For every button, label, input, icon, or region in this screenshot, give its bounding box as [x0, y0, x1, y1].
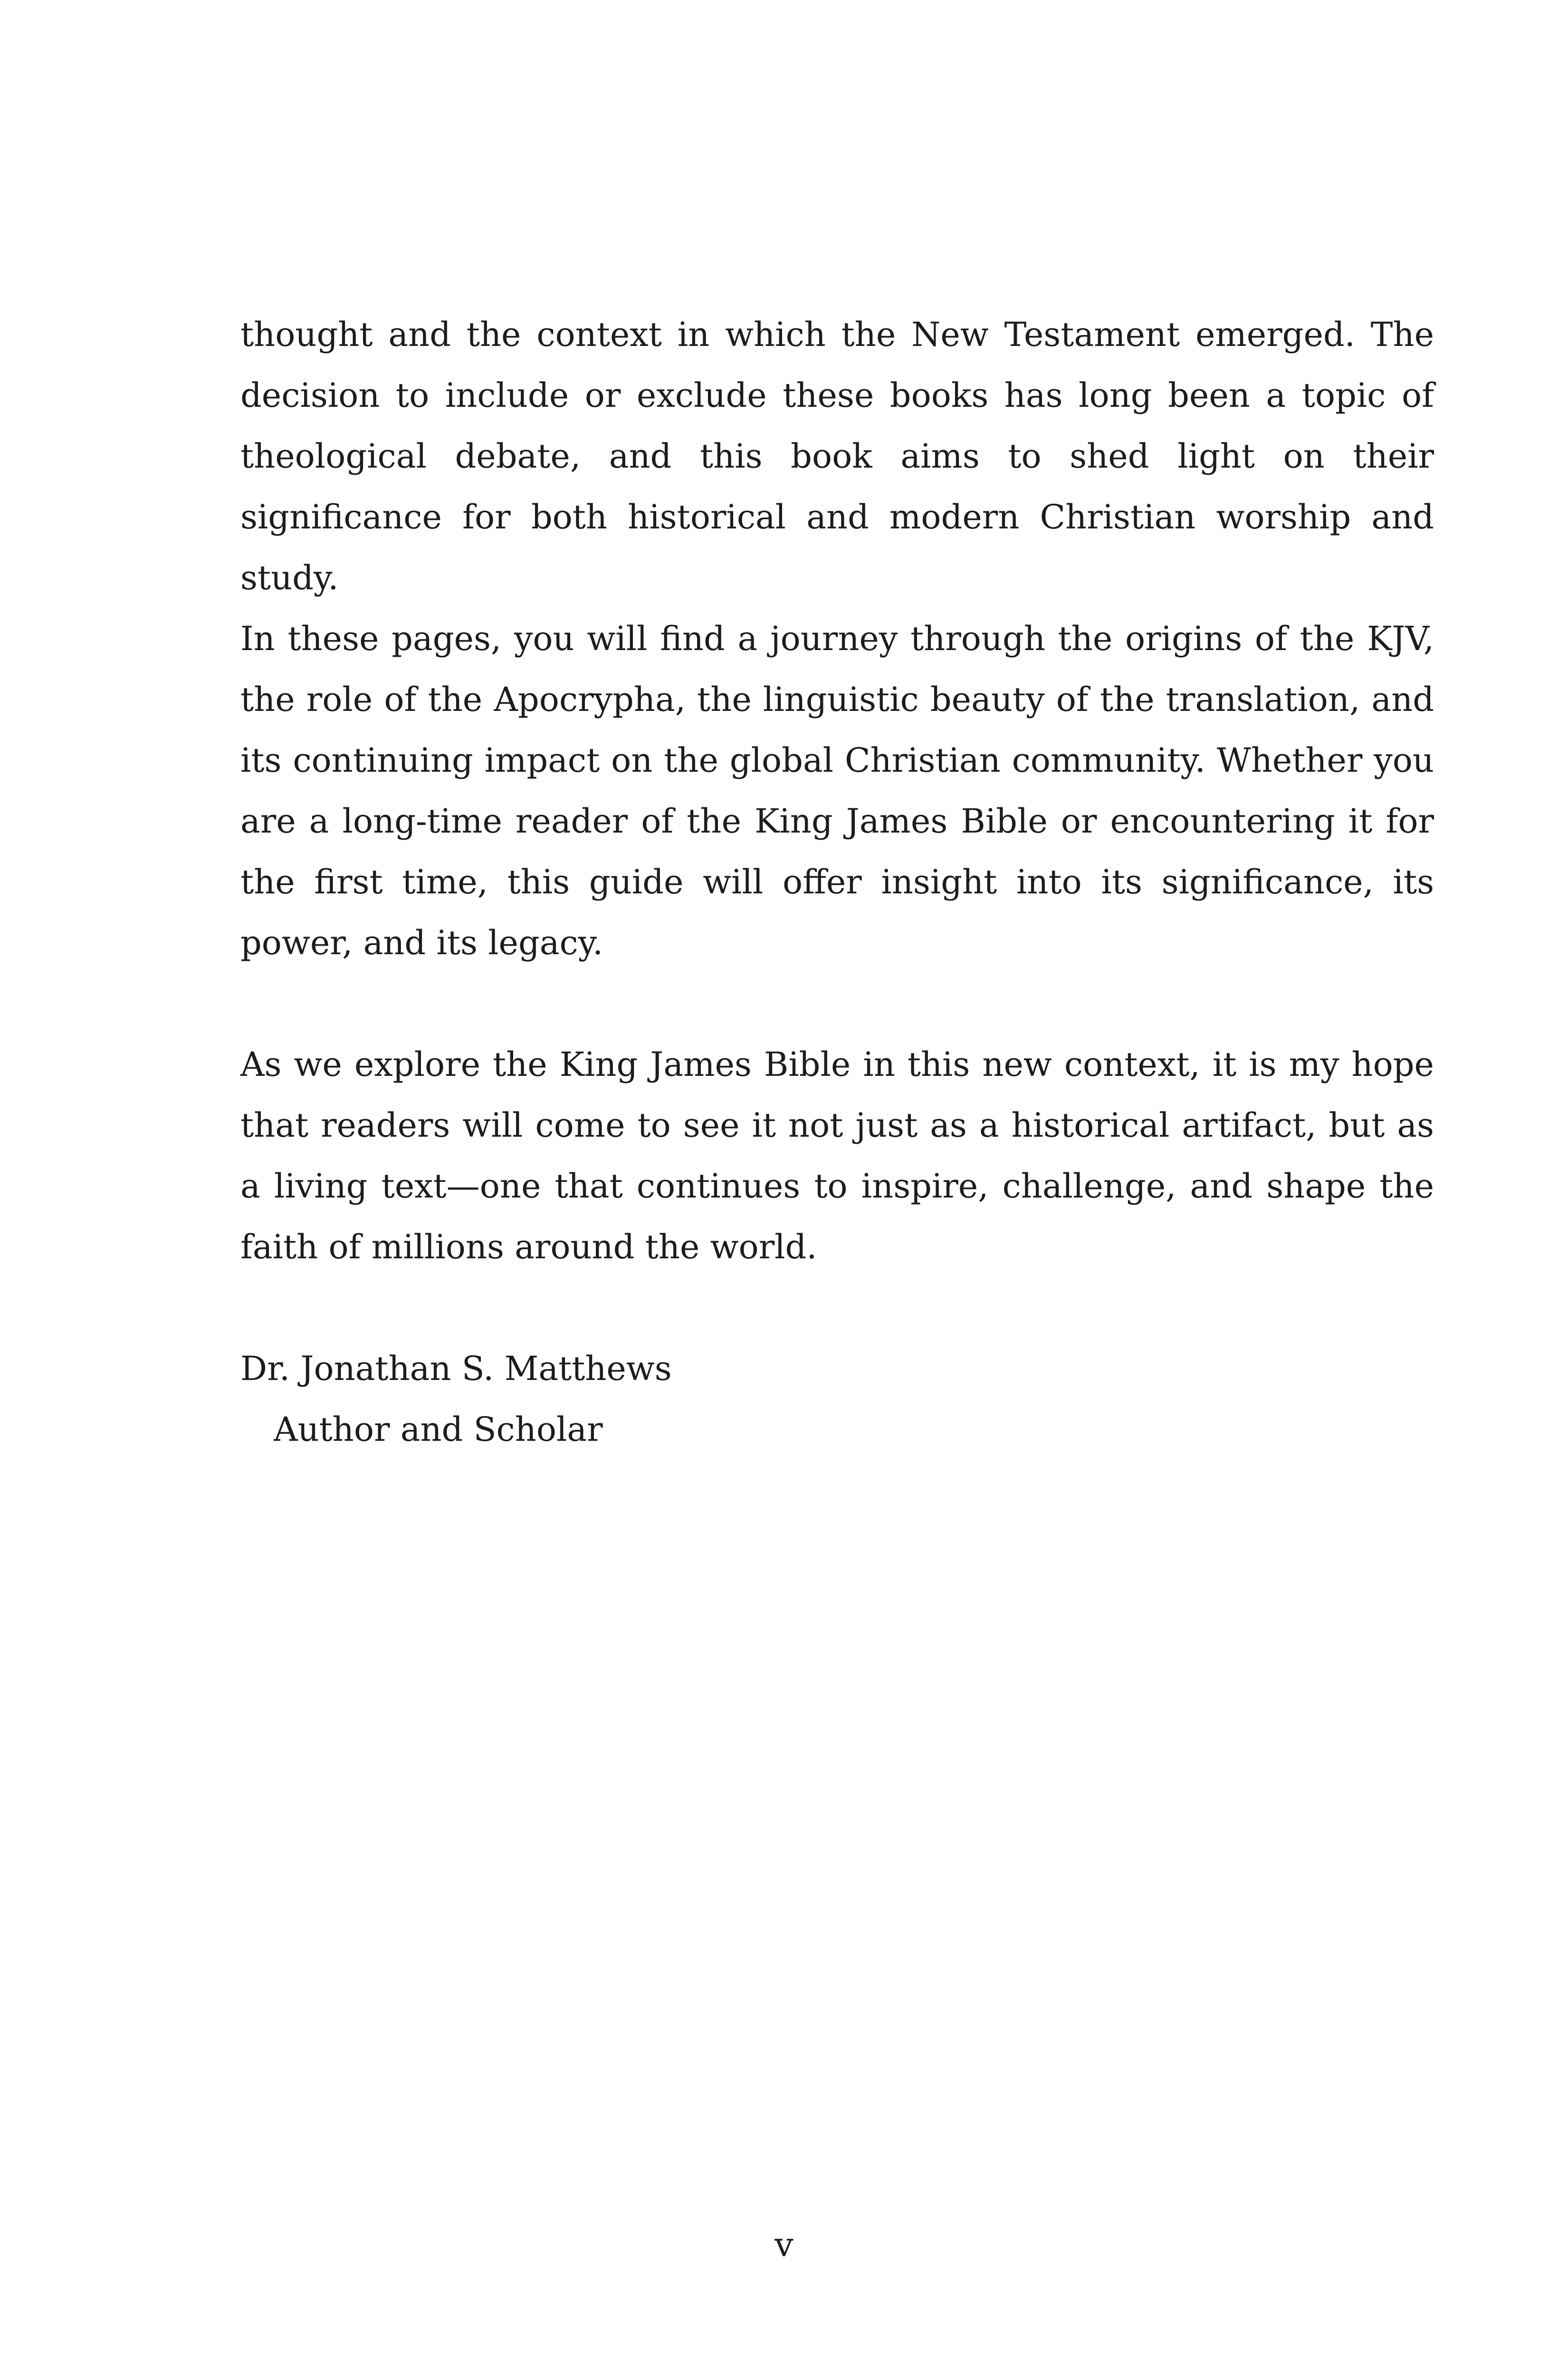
body-paragraph — [240, 304, 1434, 608]
paragraph-text: thought and the context in which the New Testament emerged. The decision to include or exclude these books has long been a topic of theological debate, and this book aims to shed light on their significance for both historical and modern Christian worship and study. — [240, 315, 1434, 597]
author-name: Dr. Jonathan S. Matthews — [240, 1349, 672, 1388]
paragraph-text: As we explore the King James Bible in this new context, it is my hope that readers will come to see it not just as a historical artifact, but as a living text—one that continues to inspire, challenge, and shape the faith of millions around the world. — [240, 1045, 1434, 1266]
paragraph-text: In these pages, you will find a journey through the origins of the KJV, the role of the Apocrypha, the linguistic beauty of the translation, and its continuing impact on the global Christian community. Whether you are a long-time reader of the King James Bible or encountering it for the first time, this guide will offer insight into its significance, its power, and its legacy. — [240, 619, 1434, 962]
page-number: v — [774, 2225, 794, 2264]
body-paragraph — [240, 608, 1434, 973]
signature-block — [240, 1338, 672, 1460]
body-paragraph — [240, 1034, 1434, 1277]
author-title: Author and Scholar — [274, 1410, 603, 1449]
